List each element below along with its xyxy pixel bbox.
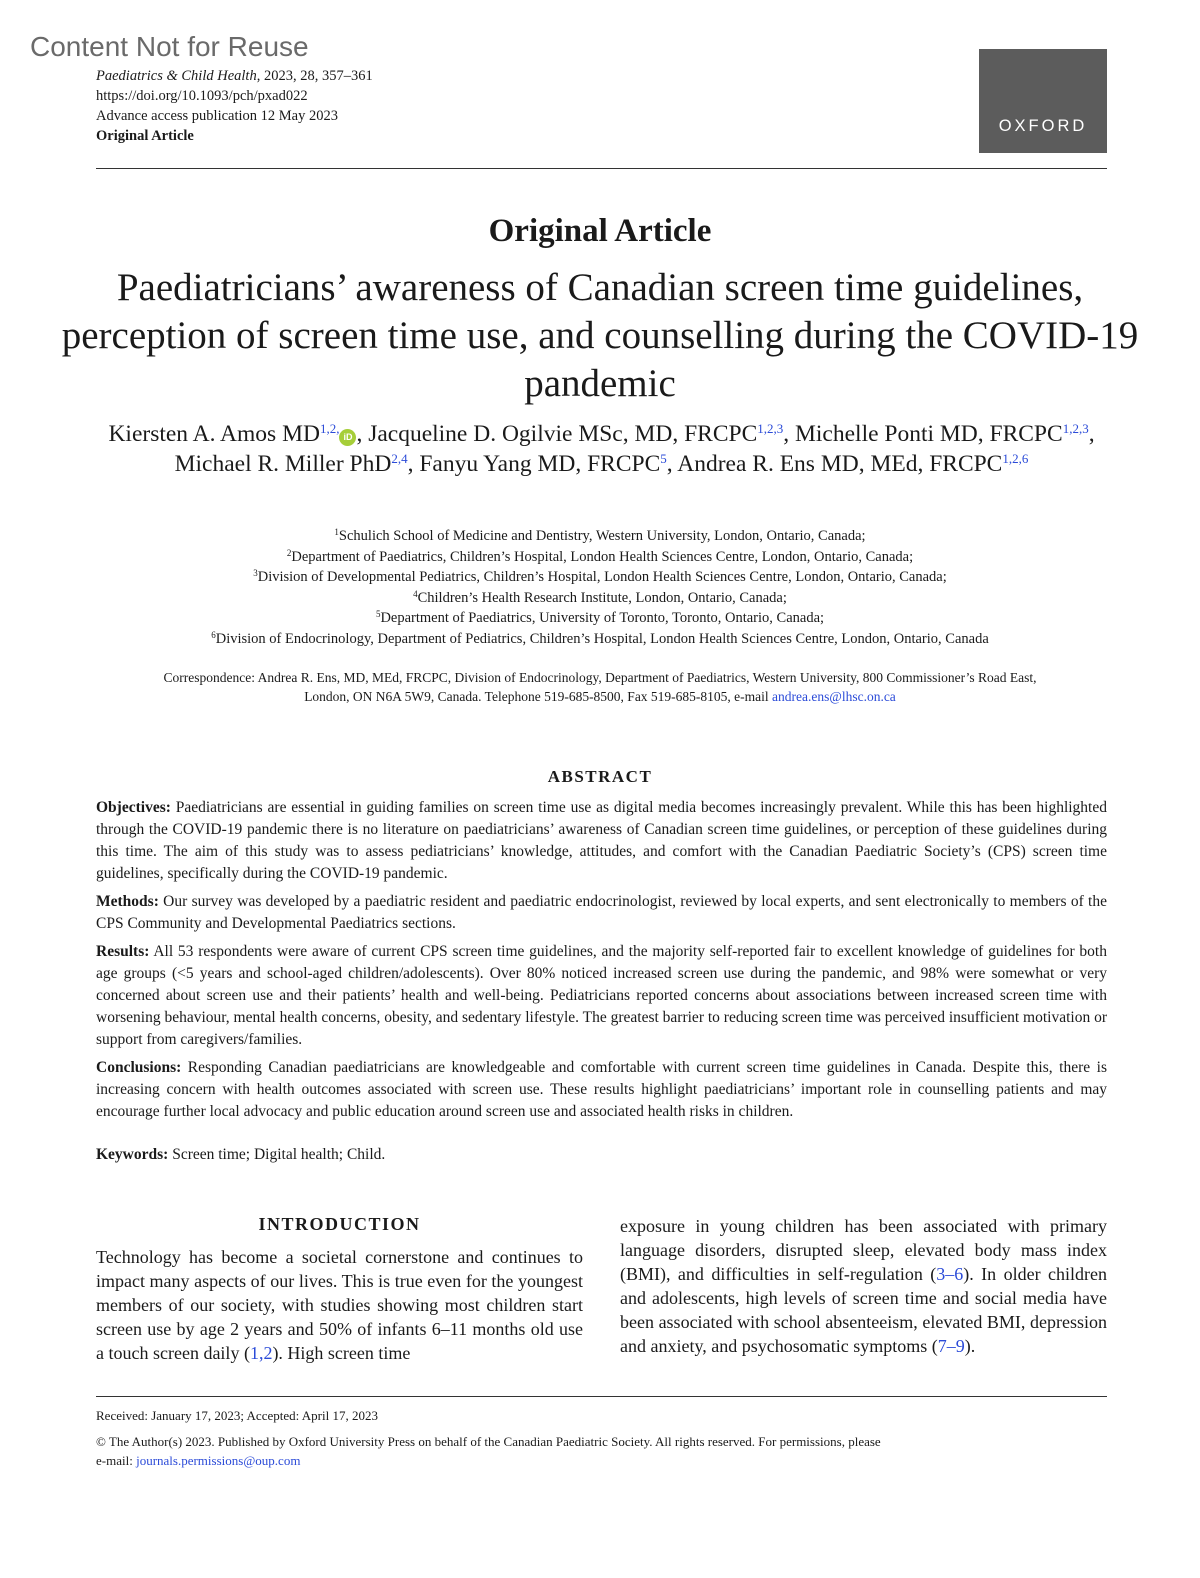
copyright-notice: [96, 1432, 881, 1470]
intro-right-column: [620, 1214, 1107, 1358]
abstract-conclusions: [96, 1057, 1107, 1123]
oxford-logo: [979, 49, 1107, 153]
introduction-heading: INTRODUCTION: [258, 1214, 421, 1234]
watermark: Content Not for Reuse: [30, 31, 309, 62]
author-affiliation-ref[interactable]: 1,2,6: [1002, 451, 1029, 466]
author-name: Michelle Ponti MD, FRCPC: [795, 421, 1063, 447]
affiliation-text: Department of Paediatrics, University of Toronto, Toronto, Ontario, Canada;: [380, 610, 825, 626]
correspondence-line: [60, 687, 1140, 706]
affiliation-number: 6: [211, 629, 216, 640]
oxford-logo-text: OXFORD: [998, 117, 1088, 135]
citation-link[interactable]: 3–6: [936, 1264, 964, 1284]
affiliation-item: [60, 608, 1140, 629]
abstract-label: Methods:: [96, 893, 159, 910]
author-name: Jacqueline D. Ogilvie MSc, MD, FRCPC: [368, 421, 758, 447]
author-affiliation-ref[interactable]: 1,2,3: [757, 421, 784, 436]
author-name: Fanyu Yang MD, FRCPC: [419, 451, 661, 477]
affiliation-number: 5: [375, 609, 381, 619]
citation-link[interactable]: 7–9: [937, 1336, 965, 1356]
affiliation-item: [60, 567, 1140, 588]
intro-text: exposure in young children has been associated with primary language disorders, disrupted sleep, elevated body mass index (BMI), and difficulties in self-regulation (: [620, 1216, 1107, 1284]
abstract-text: Our survey was developed by a paediatric resident and paediatric endocrinologist, reviewed by local experts, and sent electronically to members of the CPS Community and Developmental Paediatrics sections.: [96, 893, 1107, 932]
keywords: [96, 1144, 1107, 1166]
author-name: Andrea R. Ens MD, MEd, FRCPC: [677, 451, 1003, 477]
abstract-methods: [96, 891, 1107, 935]
header-divider: [96, 168, 1107, 169]
copyright-line: © The Author(s) 2023. Published by Oxford University Press on behalf of the Canadian Paediatric Society. All rights reserved. For permissions, please: [96, 1434, 881, 1449]
abstract-label: Conclusions:: [96, 1059, 182, 1076]
received-dates: Received: January 17, 2023; Accepted: April 17, 2023: [96, 1408, 378, 1423]
affiliation-text: Division of Developmental Pediatrics, Children’s Hospital, London Health Sciences Centre, London, Ontario, Canada;: [257, 569, 947, 585]
journal-citation: , 2023, 28, 357–361: [256, 68, 373, 84]
affiliation-text: Children’s Health Research Institute, London, Ontario, Canada;: [417, 589, 787, 606]
intro-left-column: [96, 1245, 583, 1365]
intro-text: ). In older children and adolescents, high levels of screen time and social media have been associated with school absenteeism, elevated BMI, depression and anxiety, and psychosomatic symptoms (: [620, 1264, 1107, 1356]
journal-meta: [96, 66, 373, 146]
abstract-label: Results:: [96, 943, 150, 960]
correspondence-text: London, ON N6A 5W9, Canada. Telephone 519-685-8500, Fax 519-685-8105, e-mail: [304, 689, 773, 704]
intro-text: ).: [964, 1336, 976, 1356]
affiliation-list: [60, 526, 1140, 649]
affiliation-number: 2: [286, 547, 292, 558]
permissions-label: e-mail:: [96, 1453, 137, 1468]
intro-text: ). High screen time: [272, 1343, 411, 1363]
author-affiliation-ref[interactable]: 2,4: [391, 451, 408, 466]
section-type: Original Article: [488, 213, 712, 249]
abstract-text: Paediatricians are essential in guiding families on screen time use as digital media becomes increasingly prevalent. While this has been highlighted through the COVID-19 pandemic there is no literature on paediatricians’ awareness of Canadian screen time guidelines, or perception of these guidelines during this time. The aim of this study was to assess pediatricians’ knowledge, attitudes, and comfort with the Canadian Paediatric Society’s (CPS) screen time guidelines, specifically during the COVID-19 pandemic.: [96, 799, 1107, 882]
abstract-body: [96, 797, 1107, 1129]
abstract-text: Responding Canadian paediatricians are knowledgeable and comfortable with current screen time guidelines in Canada. Despite this, there is increasing concern with health outcomes associated with screen use. These results highlight paediatricians’ important role in counselling patients and may encourage further local advocacy and public education around screen use and associated health risks in children.: [96, 1059, 1107, 1120]
abstract-results: [96, 941, 1107, 1051]
article-type-label: Original Article: [96, 128, 194, 144]
affiliation-item: [60, 526, 1140, 547]
abstract-objectives: [96, 797, 1107, 885]
author-affiliation-ref[interactable]: 1,2,3: [1062, 421, 1089, 436]
author-affiliation-ref[interactable]: 5: [660, 451, 667, 466]
abstract-heading: ABSTRACT: [547, 767, 653, 786]
intro-paragraph: [96, 1245, 583, 1365]
intro-paragraph: [620, 1214, 1107, 1358]
author-list: Kiersten A. Amos $MD^{1,2,}iD$ , Jacqueline D. Ogilvie MSc, MD, FRCPC$^{1,2,3}$, Michelle Ponti MD, FRCPC$^{1,2,3}$, Michael R. Miller PhD$^{2,4}$, Fanyu Yang MD, FRCPC$^5$, Andrea R. Ens MD, MEd, FRCPC$^{1,2,6}$: [108, 421, 1095, 477]
article-title: Paediatricians’ awareness of Canadian screen time guidelines, perception of screen time use, and counselling during the COVID-19 pandemic: [61, 266, 1139, 405]
author-affiliation-ref[interactable]: 1,2,: [319, 421, 340, 436]
abstract-text: All 53 respondents were aware of current CPS screen time guidelines, and the majority self-reported fair to excellent knowledge of guidelines for both age groups (<5 years and school-aged children/adolescents). Over 80% noticed increased screen use during the pandemic, and 98% were somewhat or very concerned about screen use and their patients’ health and well-being. Pediatricians reported concerns about associations between increased screen time with worsening behaviour, mental health concerns, obesity, and sedentary lifestyle. The greatest barrier to reducing screen time was perceived insufficient motivation or support from caregivers/families.: [96, 943, 1107, 1048]
footer-divider: [96, 1396, 1107, 1397]
affiliation-item: [60, 629, 1140, 650]
advance-access: Advance access publication 12 May 2023: [96, 108, 338, 124]
affiliation-item: [60, 588, 1140, 609]
affiliation-number: 3: [253, 568, 258, 578]
author-name: Michael R. Miller PhD: [174, 451, 392, 477]
keywords-text: Screen time; Digital health; Child.: [168, 1146, 386, 1163]
correspondence: [60, 668, 1140, 706]
doi-link[interactable]: https://doi.org/10.1093/pch/pxad022: [96, 88, 308, 104]
orcid-icon[interactable]: iD: [339, 429, 356, 446]
permissions-email-link[interactable]: journals.permissions@oup.com: [136, 1453, 301, 1468]
intro-text: Technology has become a societal cornerstone and continues to impact many aspects of our lives. This is true even for the youngest members of our society, with studies showing most children start screen use by age 2 years and 50% of infants 6–11 months old use a touch screen daily (: [96, 1247, 583, 1363]
affiliation-item: [60, 547, 1140, 568]
author-name: Kiersten A. Amos MD: [108, 421, 320, 447]
affiliation-text: Schulich School of Medicine and Dentistry, Western University, London, Ontario, Canada;: [338, 528, 866, 544]
abstract-label: Objectives:: [96, 799, 171, 816]
correspondence-line: Correspondence: Andrea R. Ens, MD, MEd, FRCPC, Division of Endocrinology, Department of Paediatrics, Western University, 800 Commissioner’s Road East,: [163, 670, 1037, 685]
affiliation-number: 1: [334, 527, 339, 537]
journal-name: Paediatrics & Child Health: [96, 68, 257, 84]
affiliation-text: Division of Endocrinology, Department of Pediatrics, Children’s Hospital, London Health Sciences Centre, London, Ontario, Canada: [215, 630, 989, 647]
affiliation-text: Department of Paediatrics, Children’s Hospital, London Health Sciences Centre, London, Ontario, Canada;: [291, 548, 914, 565]
affiliation-number: 4: [413, 588, 418, 599]
permissions-line: [96, 1451, 881, 1470]
correspondence-email-link[interactable]: andrea.ens@lhsc.on.ca: [772, 689, 896, 704]
citation-link[interactable]: 1,2: [249, 1343, 273, 1363]
keywords-label: Keywords:: [96, 1146, 169, 1163]
